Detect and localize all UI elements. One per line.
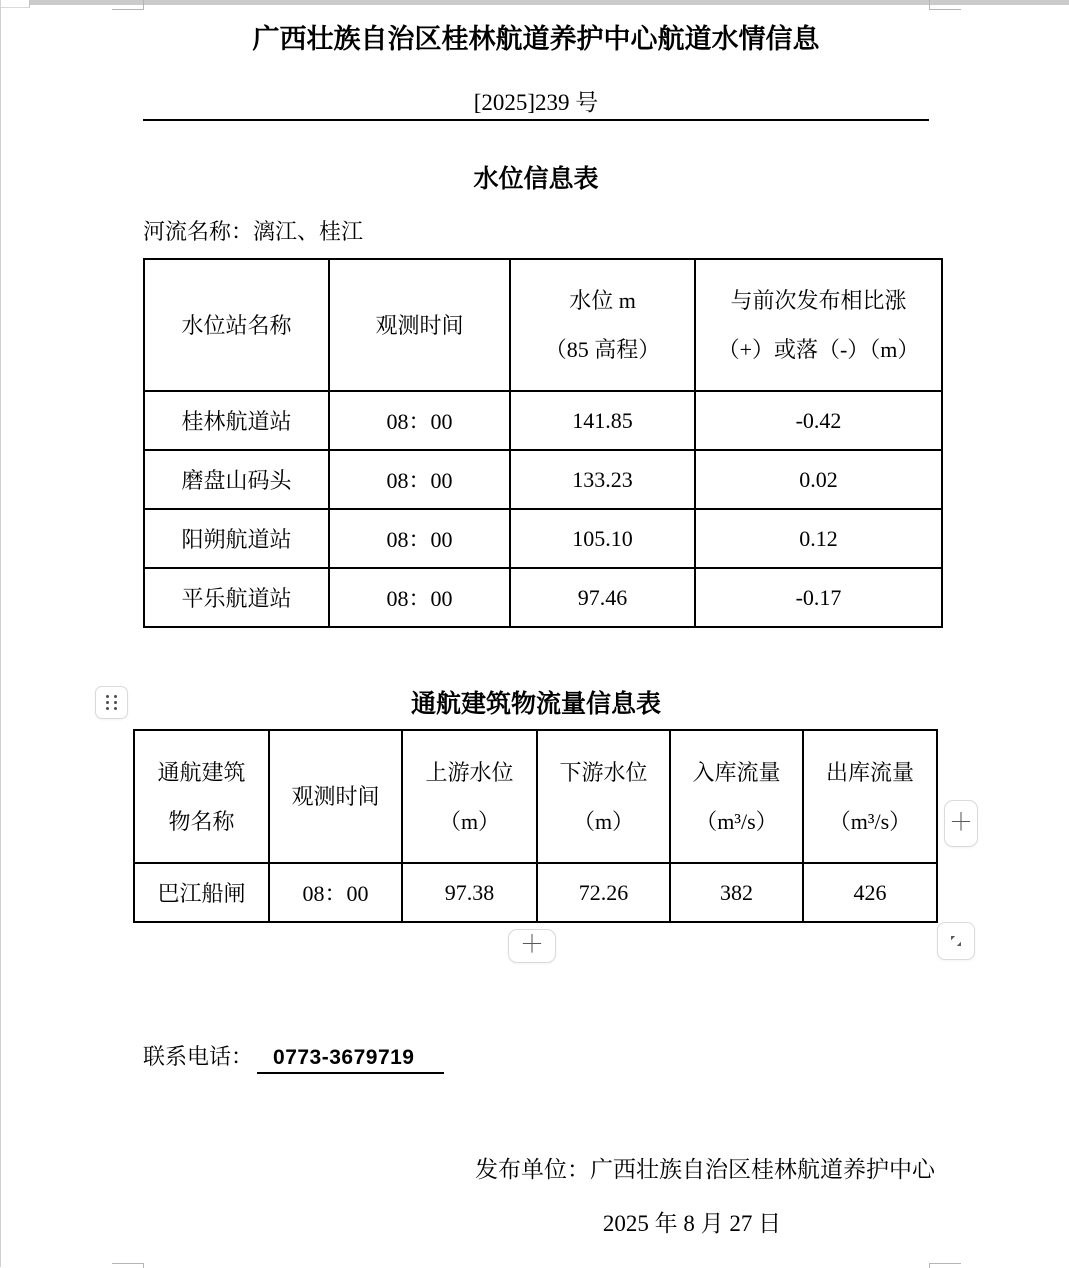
table-row <box>144 568 942 627</box>
table-cell-downstream[interactable]: 72.26 <box>537 863 670 922</box>
table-cell-change[interactable]: -0.17 <box>695 568 942 627</box>
table-drag-handle[interactable] <box>95 686 128 719</box>
table-cell-inflow[interactable]: 382 <box>670 863 803 922</box>
page-margin-mark-top-right <box>929 0 961 10</box>
page-top-edge <box>29 0 1069 5</box>
table-cell-level[interactable]: 97.46 <box>510 568 695 627</box>
table-cell-level[interactable]: 105.10 <box>510 509 695 568</box>
flow-header-downstream[interactable]: 下游水位 （m） <box>537 730 670 863</box>
water-header-time[interactable]: 观测时间 <box>329 259 510 391</box>
table-cell-level[interactable]: 141.85 <box>510 391 695 450</box>
title-divider <box>143 119 929 121</box>
publisher-line: 发布单位：广西壮族自治区桂林航道养护中心 <box>475 1157 935 1182</box>
table-cell-change[interactable]: 0.12 <box>695 509 942 568</box>
expand-icon <box>946 931 966 951</box>
flow-header-outflow[interactable]: 出库流量 （m³/s） <box>803 730 937 863</box>
doc-title: 广西壮族自治区桂林航道养护中心航道水情信息 <box>252 24 820 54</box>
flow-header-inflow[interactable]: 入库流量 （m³/s） <box>670 730 803 863</box>
table-cell-time[interactable]: 08：00 <box>329 450 510 509</box>
table-cell-change[interactable]: 0.02 <box>695 450 942 509</box>
plus-icon: ＋ <box>520 931 544 958</box>
page-left-edge <box>0 0 1 1267</box>
contact-line <box>143 1040 444 1071</box>
flow-section-title: 通航建筑物流量信息表 <box>410 691 661 718</box>
table-row <box>144 450 942 509</box>
table-cell-station[interactable]: 阳朔航道站 <box>144 509 329 568</box>
expand-table-button[interactable] <box>937 922 975 960</box>
table-cell-upstream[interactable]: 97.38 <box>402 863 537 922</box>
page-corner-notch <box>0 0 30 8</box>
flow-header-upstream[interactable]: 上游水位 （m） <box>402 730 537 863</box>
flow-table-header-row <box>134 730 937 863</box>
table-cell-level[interactable]: 133.23 <box>510 450 695 509</box>
table-cell-outflow[interactable]: 426 <box>803 863 937 922</box>
table-row <box>134 863 937 922</box>
table-row <box>144 391 942 450</box>
table-cell-change[interactable]: -0.42 <box>695 391 942 450</box>
water-section-title: 水位信息表 <box>473 166 599 193</box>
add-row-button[interactable] <box>508 929 556 963</box>
plus-icon: ＋ <box>949 808 973 836</box>
flow-header-time[interactable]: 观测时间 <box>269 730 402 863</box>
table-cell-time[interactable]: 08：00 <box>329 509 510 568</box>
table-cell-time[interactable]: 08：00 <box>329 391 510 450</box>
contact-label: 联系电话： <box>143 1044 254 1069</box>
page-margin-mark-bottom-left <box>112 1263 144 1268</box>
publish-date: 2025 年 8 月 27 日 <box>602 1211 782 1236</box>
water-header-level[interactable]: 水位 m （85 高程） <box>510 259 695 391</box>
table-cell-structure[interactable]: 巴江船闸 <box>134 863 269 922</box>
water-table-header-row <box>144 259 942 391</box>
doc-number: [2025]239 号 <box>473 90 599 115</box>
table-cell-station[interactable]: 桂林航道站 <box>144 391 329 450</box>
drag-handle-icon <box>106 695 117 710</box>
table-row <box>144 509 942 568</box>
page-margin-mark-top-left <box>112 0 144 10</box>
table-cell-station[interactable]: 磨盘山码头 <box>144 450 329 509</box>
contact-phone: 0773-3679719 <box>257 1046 444 1074</box>
add-column-button[interactable] <box>944 800 978 847</box>
page-margin-mark-bottom-right <box>929 1263 961 1268</box>
water-header-station[interactable]: 水位站名称 <box>144 259 329 391</box>
river-name-label: 河流名称：漓江、桂江 <box>143 219 364 244</box>
flow-header-structure[interactable]: 通航建筑 物名称 <box>134 730 269 863</box>
table-cell-station[interactable]: 平乐航道站 <box>144 568 329 627</box>
table-cell-time[interactable]: 08：00 <box>329 568 510 627</box>
water-level-table <box>143 258 943 628</box>
flow-table <box>133 729 938 923</box>
water-header-change[interactable]: 与前次发布相比涨 （+）或落（-）（m） <box>695 259 942 391</box>
table-cell-time[interactable]: 08：00 <box>269 863 402 922</box>
